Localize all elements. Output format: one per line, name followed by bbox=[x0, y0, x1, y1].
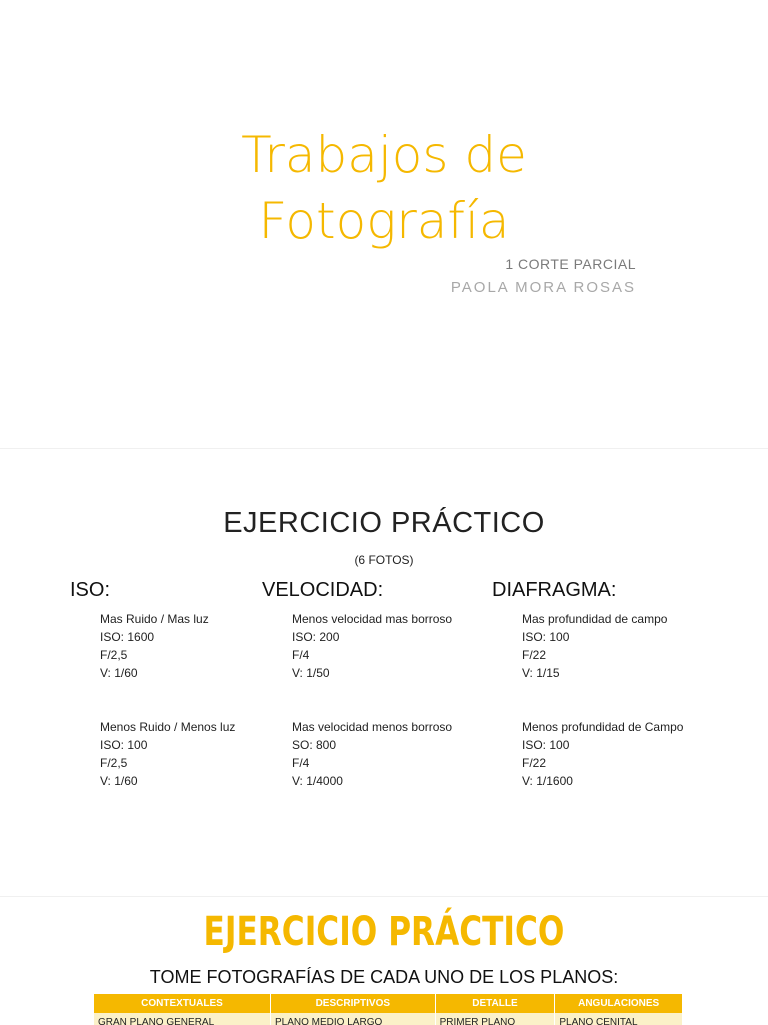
setting-line: Mas velocidad menos borroso bbox=[292, 720, 453, 734]
setting-line: F/22 bbox=[522, 648, 547, 662]
table-header-cell: CONTEXTUALES bbox=[94, 994, 271, 1013]
table-cell: GRAN PLANO GENERAL bbox=[94, 1013, 271, 1025]
setting-line: Mas profundidad de campo bbox=[522, 612, 668, 626]
setting-line: Mas Ruido / Mas luz bbox=[100, 612, 209, 626]
settings-block bbox=[292, 718, 452, 790]
exercise-slide bbox=[0, 448, 768, 881]
velocity-column bbox=[262, 579, 452, 790]
setting-line: Menos Ruido / Menos luz bbox=[100, 720, 236, 734]
setting-line: Menos velocidad mas borroso bbox=[292, 612, 453, 626]
iso-column bbox=[70, 579, 235, 790]
setting-line: ISO: 100 bbox=[522, 738, 570, 752]
author-name: PAOLA MORA ROSAS bbox=[450, 279, 636, 296]
setting-line: V: 1/60 bbox=[100, 666, 138, 680]
title-slide bbox=[0, 0, 768, 432]
settings-block bbox=[292, 610, 452, 682]
setting-line: V: 1/4000 bbox=[292, 774, 343, 788]
title-line-2: Fotografía bbox=[258, 192, 510, 250]
settings-block bbox=[100, 718, 235, 790]
settings-block bbox=[522, 610, 683, 682]
setting-line: V: 1/15 bbox=[522, 666, 560, 680]
table-header-cell: DETALLE bbox=[435, 994, 555, 1013]
setting-line: F/2,5 bbox=[100, 756, 128, 770]
presentation-title bbox=[0, 122, 768, 254]
setting-line: F/22 bbox=[522, 756, 547, 770]
table-cell: PLANO CENITAL bbox=[555, 1013, 683, 1025]
subtitle: 1 CORTE PARCIAL bbox=[505, 256, 636, 272]
settings-block bbox=[100, 610, 235, 682]
exercise-note: (6 FOTOS) bbox=[354, 553, 414, 567]
planes-subtitle: TOME FOTOGRAFÍAS DE CADA UNO DE LOS PLANOS: bbox=[149, 967, 619, 987]
exercise-title: EJERCICIO PRÁCTICO bbox=[223, 507, 545, 539]
setting-line: F/2,5 bbox=[100, 648, 128, 662]
table-cell: PLANO MEDIO LARGO bbox=[271, 1013, 436, 1025]
planes-table bbox=[94, 994, 683, 1025]
setting-line: ISO: 1600 bbox=[100, 630, 155, 644]
setting-line: V: 1/60 bbox=[100, 774, 138, 788]
planes-slide bbox=[0, 896, 768, 1025]
setting-line: F/4 bbox=[292, 648, 310, 662]
setting-line: V: 1/1600 bbox=[522, 774, 573, 788]
table-row bbox=[94, 1013, 683, 1025]
column-heading: VELOCIDAD: bbox=[262, 579, 384, 601]
column-heading: DIAFRAGMA: bbox=[492, 579, 617, 601]
setting-line: ISO: 200 bbox=[292, 630, 340, 644]
setting-line: V: 1/50 bbox=[292, 666, 330, 680]
table-header-cell: ANGULACIONES bbox=[555, 994, 683, 1013]
column-heading: ISO: bbox=[70, 579, 111, 601]
aperture-column bbox=[492, 579, 683, 790]
setting-line: SO: 800 bbox=[292, 738, 337, 752]
table-header-row bbox=[94, 994, 683, 1013]
setting-line: F/4 bbox=[292, 756, 310, 770]
title-line-1: Trabajos de bbox=[241, 126, 527, 184]
setting-line: ISO: 100 bbox=[100, 738, 148, 752]
planes-title: EJERCICIO PRÁCTICO bbox=[203, 909, 565, 955]
table-header-cell: DESCRIPTIVOS bbox=[271, 994, 436, 1013]
table-cell: PRIMER PLANO bbox=[435, 1013, 555, 1025]
setting-line: ISO: 100 bbox=[522, 630, 570, 644]
setting-line: Menos profundidad de Campo bbox=[522, 720, 684, 734]
settings-block bbox=[522, 718, 683, 790]
